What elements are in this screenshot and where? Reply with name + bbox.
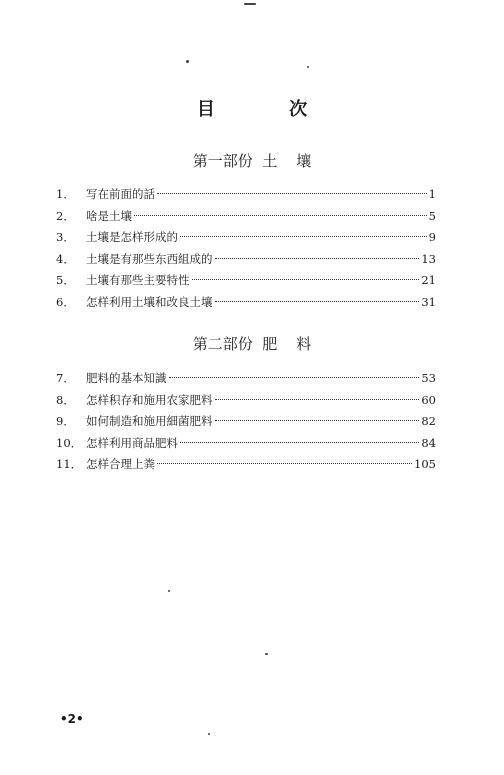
toc-entry[interactable] [56,411,436,433]
part-two-heading: 第二部份 肥 料 [192,335,312,353]
entry-title: 土壤是怎样形成的 [86,230,178,244]
entry-page: 1 [428,187,436,201]
entry-title: 怎样合理上粪 [86,457,155,471]
toc-entry[interactable] [56,368,436,390]
entry-number: 1． [56,187,75,201]
toc-entry[interactable] [56,227,436,249]
print-speck [307,66,309,68]
print-speck [265,653,268,655]
entry-page: 84 [421,435,436,450]
print-speck [186,60,189,63]
dot-leader [215,301,420,302]
part-one-toc [56,184,436,313]
entry-number: 10． [56,435,83,450]
entry-number: 2． [56,208,75,223]
toc-entry[interactable] [56,454,436,476]
dot-leader [192,279,420,280]
dot-leader [157,463,412,464]
entry-title: 怎样利用土壤和改良土壤 [86,294,213,309]
part-one-heading: 第一部份 土 壤 [192,152,312,170]
entry-page: 21 [421,273,436,287]
entry-title: 怎样利用商品肥料 [86,435,178,450]
toc-entry[interactable] [56,433,436,455]
entry-title: 肥料的基本知識 [86,371,167,385]
entry-title: 啥是土壤 [86,208,132,223]
entry-number: 3． [56,230,75,244]
toc-entry[interactable] [56,184,436,206]
entry-number: 11． [56,457,83,471]
dot-leader [180,442,419,443]
toc-entry[interactable] [56,249,436,271]
entry-page: 105 [414,457,436,471]
entry-number: 5． [56,273,75,287]
entry-number: 9． [56,414,75,428]
print-speck [244,3,256,5]
entry-page: 60 [421,392,436,407]
entry-title: 土壤是有那些东西組成的 [86,251,213,266]
entry-number: 8． [56,392,75,407]
dot-leader [180,236,427,237]
toc-entry[interactable] [56,206,436,228]
entry-number: 4． [56,251,75,266]
toc-entry[interactable] [56,292,436,314]
print-speck [208,733,210,735]
dot-leader [215,399,420,400]
entry-title: 如何制造和施用細菌肥料 [86,414,213,428]
entry-page: 82 [421,414,436,428]
entry-page: 53 [421,371,436,385]
page-number: •2• [60,712,84,726]
entry-page: 9 [428,230,436,244]
entry-page: 5 [428,208,436,223]
print-speck [168,590,170,592]
dot-leader [157,193,427,194]
entry-title: 怎样积存和施用农家肥料 [86,392,213,407]
toc-title: 目 次 [196,99,342,120]
toc-entry[interactable] [56,270,436,292]
entry-page: 31 [421,294,436,309]
entry-title: 写在前面的話 [86,187,155,201]
entry-number: 6． [56,294,75,309]
part-two-toc [56,368,436,476]
toc-entry[interactable] [56,390,436,412]
dot-leader [215,420,420,421]
dot-leader [134,215,427,216]
dot-leader [169,377,420,378]
entry-page: 13 [421,251,436,266]
dot-leader [215,258,420,259]
entry-title: 土壤有那些主要特性 [86,273,190,287]
entry-number: 7． [56,371,75,385]
